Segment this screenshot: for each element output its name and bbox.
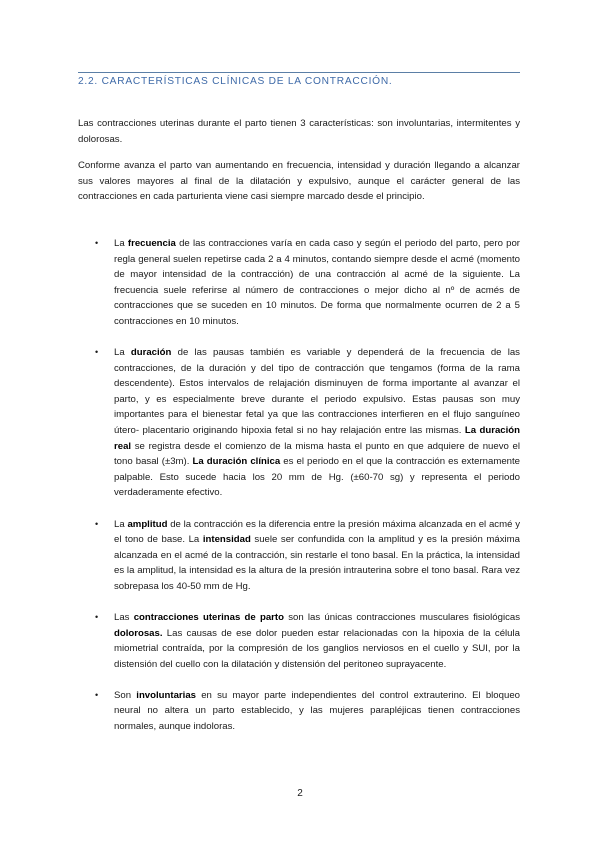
text-run: de las pausas también es variable y dependerá de la frecuencia de las contracciones, de la duración y del tipo de contracción que tengamos (forma de la rama descendente). Estos intervalos de relajación disminuyen de forma importante al avanzar el parto, y es especialmente breve durante el periodo expulsivo. Estas pausas son muy importantes para el bienestar fetal ya que las contracciones interfieren en el flujo sanguíneo útero- placentario originando hipoxia fetal si no hay relajación entre las mismas. [114,347,520,437]
text-run: Son [114,689,137,701]
bold-term: dolorosas. [114,627,163,639]
text-run: La [114,518,128,530]
text-run: Las [114,611,134,623]
page-number: 2 [297,788,303,799]
bold-term: amplitud [127,518,168,530]
bold-term: intensidad [202,534,251,546]
bold-term: La duración clínica [192,456,281,468]
bullet-marker: • [95,611,99,622]
list-item [78,610,520,672]
bold-term: contracciones uterinas de parto [133,611,284,623]
bold-term: involuntarias [136,689,196,701]
bold-term: duración [130,347,172,359]
text-run: en su mayor parte independientes del control extrauterino. El bloqueo neural no altera un parto establecido, y las mujeres parapléjicas tienen contracciones normales, aunque indoloras. [114,689,520,733]
list-item [78,345,520,501]
intro-paragraph: Las contracciones uterinas durante el parto tienen 3 características: son involuntarias, intermitentes y dolorosas. [78,118,520,145]
text-run: se registra desde el comienzo de la misma hasta el punto en que adquiere de nuevo el tono basal (±3m). [114,440,520,468]
text-run: de las contracciones varía en cada caso y según el periodo del parto, pero por regla general suelen repetirse cada 2 a 4 minutos, contando siempre desde el acmé (momento de mayor intensidad de la contracción) de una contracción al acmé de la siguiente. La frecuencia suele referirse al número de contracciones o mejor dicho al nº de acmés de contracciones que se suceden en 10 minutos. De forma que normalmente ocurren de 2 a 5 contracciones en 10 minutos. [114,238,520,327]
list-item [78,688,520,735]
section-heading: 2.2. CARACTERÍSTICAS CLÍNICAS DE LA CONTRACCIÓN. [78,72,520,87]
bullet-marker: • [95,347,99,358]
bullet-marker: • [95,689,99,700]
text-run: son las únicas contracciones musculares fisiológicas [283,611,521,623]
text-run: suele ser confundida con la amplitud y es la presión máxima alcanzada en el acmé de la contracción, sin restarle el tono basal. En la práctica, la intensidad es la amplitud, la intensidad es la altura de la presión intrauterina sobre el tono basal. Rara vez sobrepasa los 40-50 mm de Hg. [114,534,521,592]
text-run: Las causas de ese dolor pueden estar relacionadas con la hipoxia de la célula miometrial contraída, por la compresión de los ganglios nerviosos en el cuello y SUI, por la distensión del cuello con la dilatación y distensión del peritoneo suprayacente. [114,627,520,670]
text-run: es el periodo en el que la contracción es externamente palpable. Esto sucede hacia los 20 mm de Hg. (±60-70 sg) y representa el periodo verdaderamente efectivo. [114,456,520,499]
list-item [78,517,520,595]
bold-term: frecuencia [127,238,176,249]
list-item [78,236,520,330]
bold-term: La duración real [114,425,521,452]
characteristics-list [78,236,520,750]
text-run: La [114,347,131,359]
text-run: La [114,238,128,249]
text-run: de la contracción es la diferencia entre la presión máxima alcanzada en el acmé y el tono de base. La [114,518,520,546]
progression-paragraph: Conforme avanza el parto van aumentando en frecuencia, intensidad y duración llegando a alcanzar sus valores mayores al final de la dilatación y expulsivo, aunque el carácter general de las contracciones en cada parturienta viene casi siempre marcado desde el principio. [78,160,520,203]
bullet-marker: • [95,518,99,529]
bullet-marker: • [95,238,99,248]
